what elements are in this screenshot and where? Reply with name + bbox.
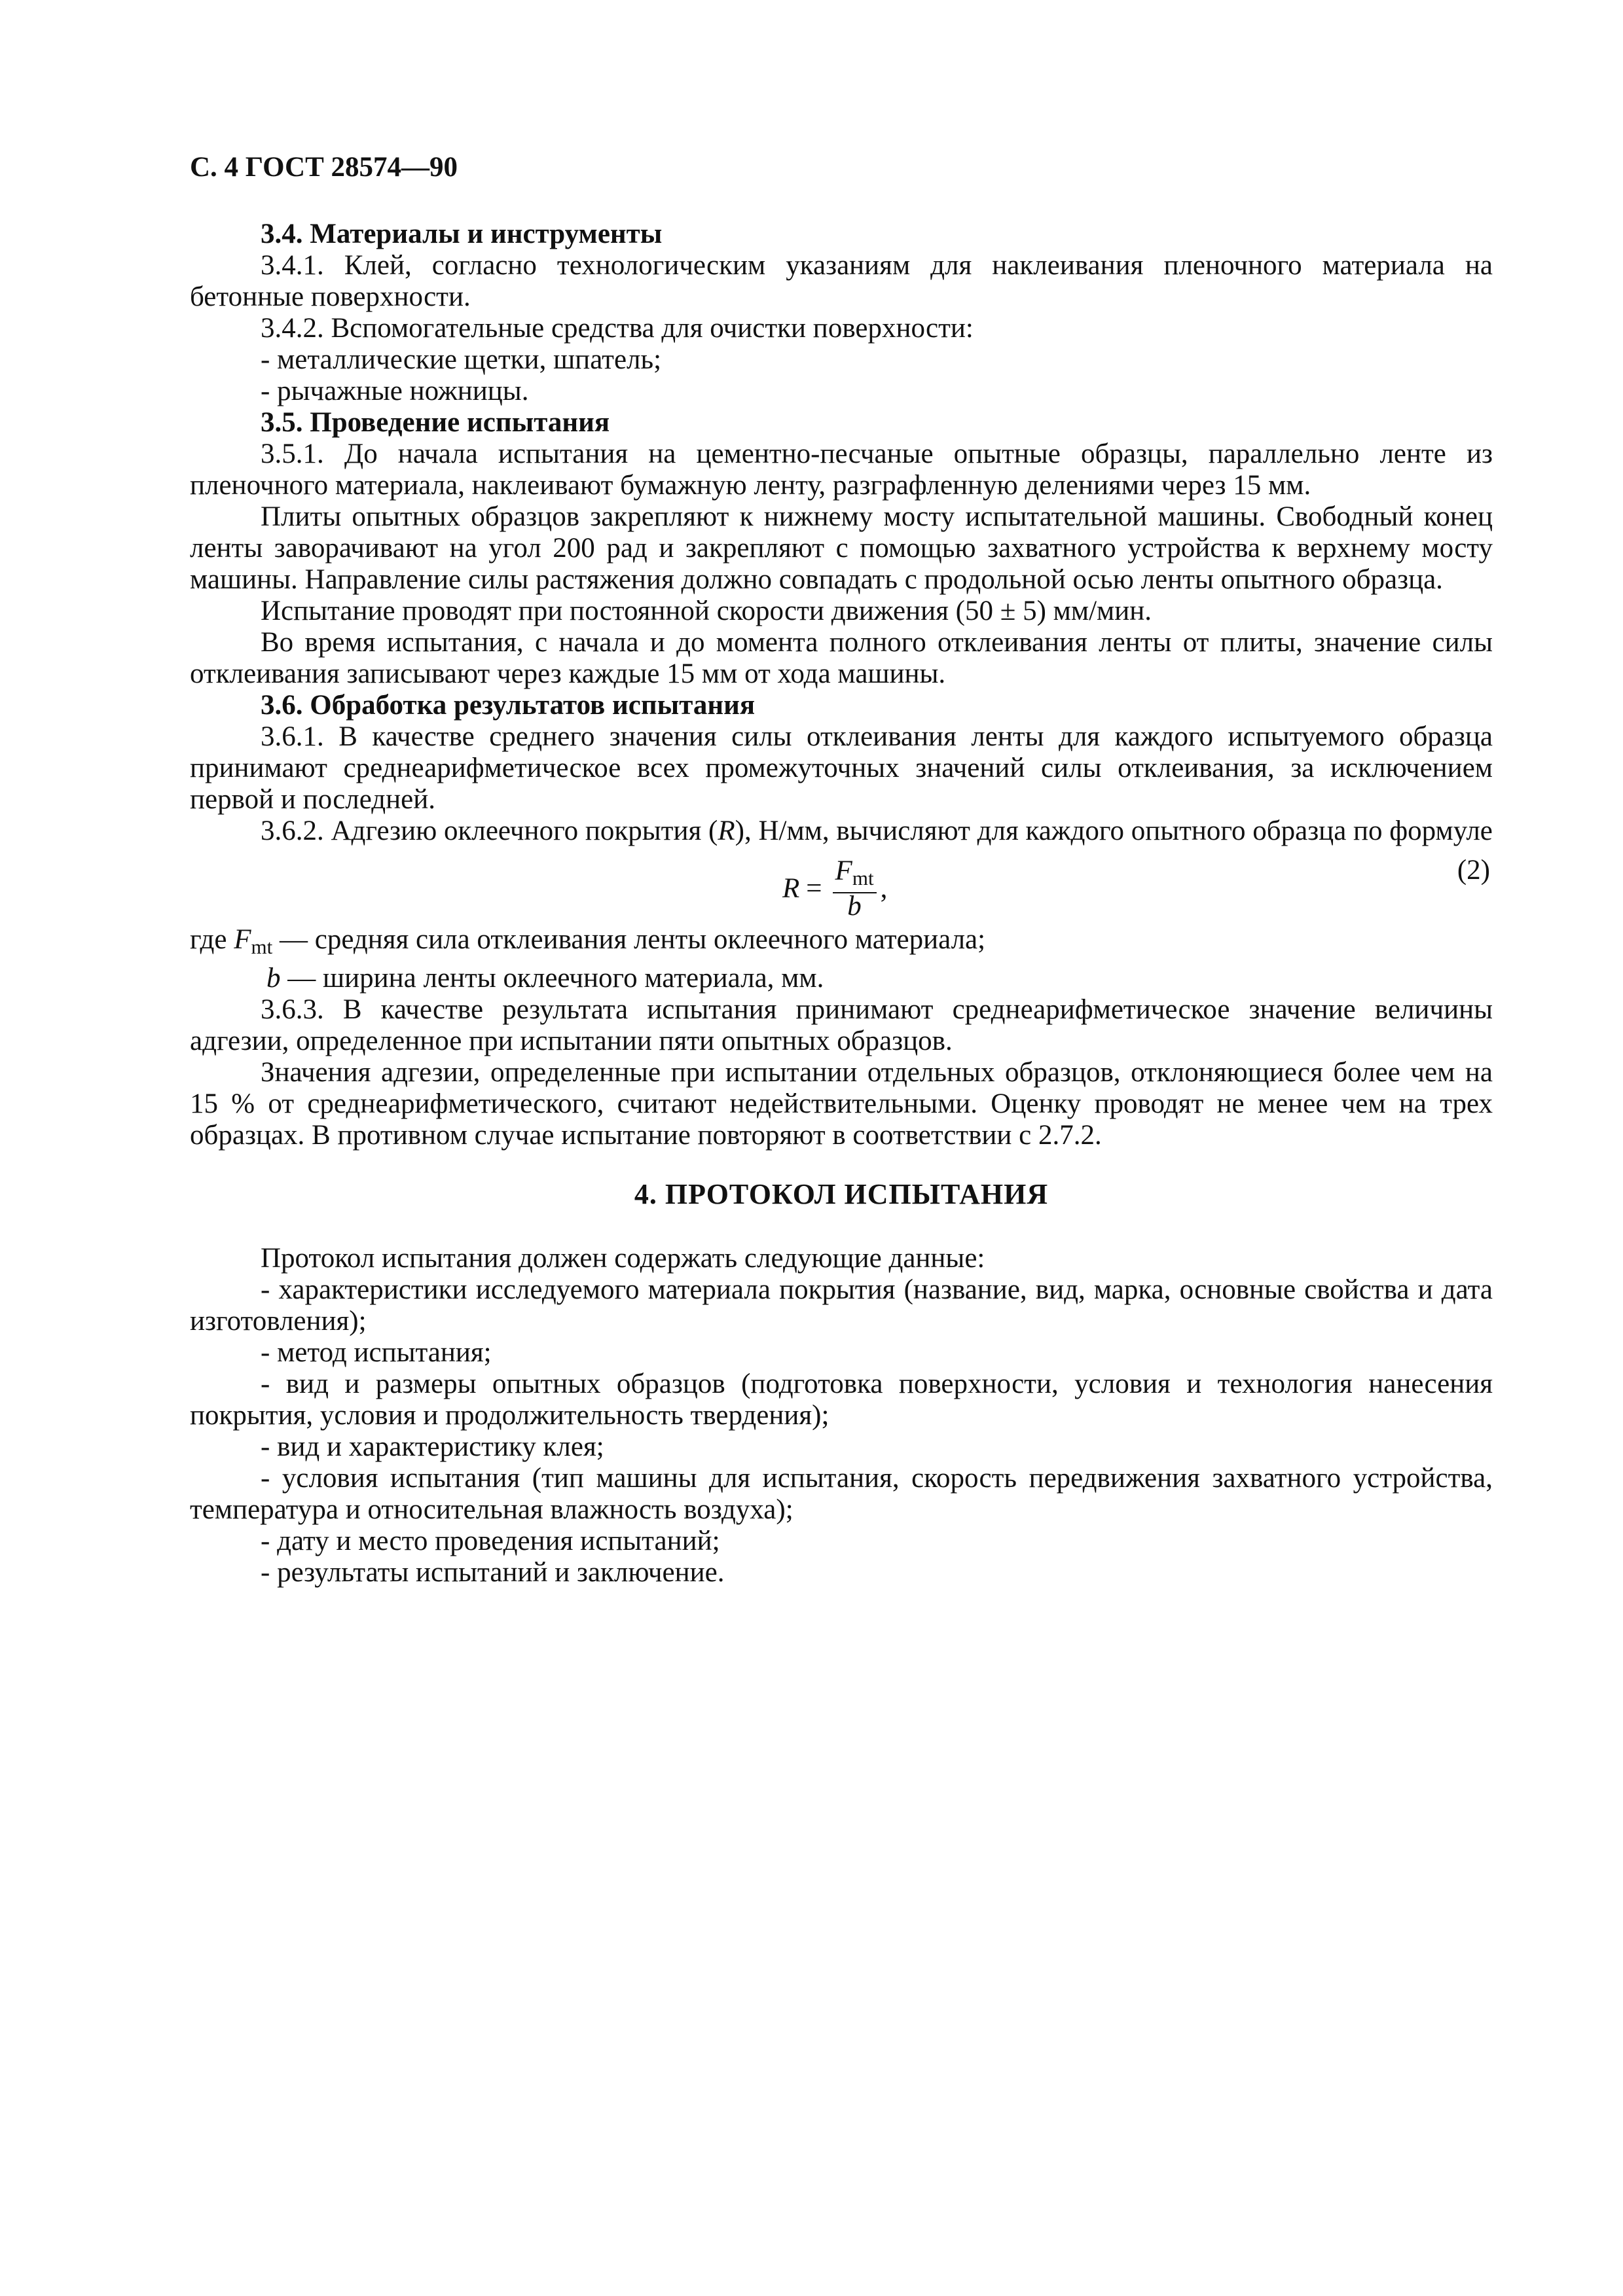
- paragraph-3-5-recording: Во время испытания, с начала и до момента полного отклеивания ленты от плиты, значение силы отклеивания записывают через каждые 15 мм от хода машины.: [190, 627, 1493, 689]
- formula-trailing-comma: ,: [880, 872, 888, 904]
- where-var-f-sub: mt: [251, 935, 273, 958]
- variable-r: R: [718, 816, 735, 846]
- list-item: - металлические щетки, шпатель;: [261, 344, 662, 375]
- section-3-6-heading: 3.6. Обработка результатов испытания: [261, 690, 756, 721]
- formula-equals: =: [806, 872, 822, 904]
- paragraph-3-5-fixing: Плиты опытных образцов закрепляют к нижнему мосту испытательной машины. Свободный конец ленты заворачивают на угол 200 рад и закрепляют с помощью захватного устройства к верхнему мосту машины. Направление силы растяжения должно совпадать с продольной осью ленты опытного образца.: [190, 501, 1493, 595]
- where-line-fmt: [190, 924, 1493, 963]
- section-4-title: 4. ПРОТОКОЛ ИСПЫТАНИЯ: [634, 1178, 1049, 1210]
- formula-fraction: [833, 857, 877, 920]
- paragraph-3-6-2: [190, 816, 1493, 847]
- formula-lhs: R: [782, 872, 800, 904]
- paragraph-3-5-1: 3.5.1. До начала испытания на цементно-песчаные опытные образцы, параллельно ленте из пленочного материала, наклеивают бумажную ленту, разграфленную делениями через 15 мм.: [190, 439, 1493, 501]
- paragraph-3-4-1: 3.4.1. Клей, согласно технологическим указаниям для наклеивания пленочного материала на бетонные поверхности.: [190, 250, 1493, 312]
- page-header: С. 4 ГОСТ 28574—90: [190, 152, 458, 183]
- paragraph-3-6-3: 3.6.3. В качестве результата испытания принимают среднеарифметическое значение величины адгезии, определенное при испытании пяти опытных образцов.: [190, 994, 1493, 1056]
- list-item: - рычажные ножницы.: [261, 376, 529, 406]
- formula-num-sub: mt: [852, 867, 874, 889]
- paragraph-3-6-1: 3.6.1. В качестве среднего значения силы отклеивания ленты для каждого испытуемого образца принимают среднеарифметическое всех промежуточных значений силы отклеивания, за исключением первой и последней.: [190, 721, 1493, 815]
- where-prefix: где: [190, 924, 227, 955]
- formula-denominator: b: [847, 891, 862, 922]
- paragraph-3-4-2: 3.4.2. Вспомогательные средства для очистки поверхности:: [261, 313, 974, 344]
- list-item: - результаты испытаний и заключение.: [261, 1557, 725, 1588]
- formula-numerator: [833, 857, 877, 893]
- list-item: - вид и размеры опытных образцов (подготовка поверхности, условия и технология нанесения покрытия, условия и продолжительность твердения);: [190, 1369, 1493, 1431]
- where-var-b: b: [266, 963, 281, 994]
- section-3-5-heading: 3.5. Проведение испытания: [261, 407, 610, 438]
- list-item: - условия испытания (тип машины для испытания, скорость передвижения захватного устройства, температура и относительная влажность воздуха);: [190, 1463, 1493, 1525]
- formula-2: [190, 852, 1493, 920]
- section-4-intro: Протокол испытания должен содержать следующие данные:: [261, 1243, 985, 1274]
- paragraph-3-6-2-part-b: ), Н/мм, вычисляют для каждого опытного образца по формуле: [735, 816, 1493, 846]
- paragraph-3-6-validity: Значения адгезии, определенные при испытании отдельных образцов, отклоняющиеся более чем на 15 % от среднеарифметического, считают недействительными. Оценку проводят не менее чем на трех образцах. В противном случае испытание повторяют в соответствии с 2.7.2.: [190, 1057, 1493, 1151]
- section-3-4-heading: 3.4. Материалы и инструменты: [261, 219, 663, 249]
- where-text-b: — ширина ленты оклеечного материала, мм.: [287, 963, 824, 994]
- formula-num-var: F: [835, 855, 852, 886]
- paragraph-3-5-speed: Испытание проводят при постоянной скорости движения (50 ± 5) мм/мин.: [261, 596, 1152, 626]
- list-item: - метод испытания;: [261, 1337, 492, 1368]
- list-item: - дату и место проведения испытаний;: [261, 1526, 720, 1556]
- paragraph-3-6-2-part-a: 3.6.2. Адгезию оклеечного покрытия (: [261, 816, 718, 846]
- list-item: - характеристики исследуемого материала покрытия (название, вид, марка, основные свойства и дата изготовления);: [190, 1274, 1493, 1336]
- where-text-fmt: — средняя сила отклеивания ленты оклеечного материала;: [279, 924, 986, 955]
- formula-body: [782, 857, 887, 920]
- where-var-f: F: [234, 924, 251, 955]
- where-line-b: [190, 963, 1493, 994]
- document-page: [190, 152, 1493, 1588]
- list-item: - вид и характеристику клея;: [261, 1431, 604, 1462]
- formula-number: (2): [1457, 855, 1490, 886]
